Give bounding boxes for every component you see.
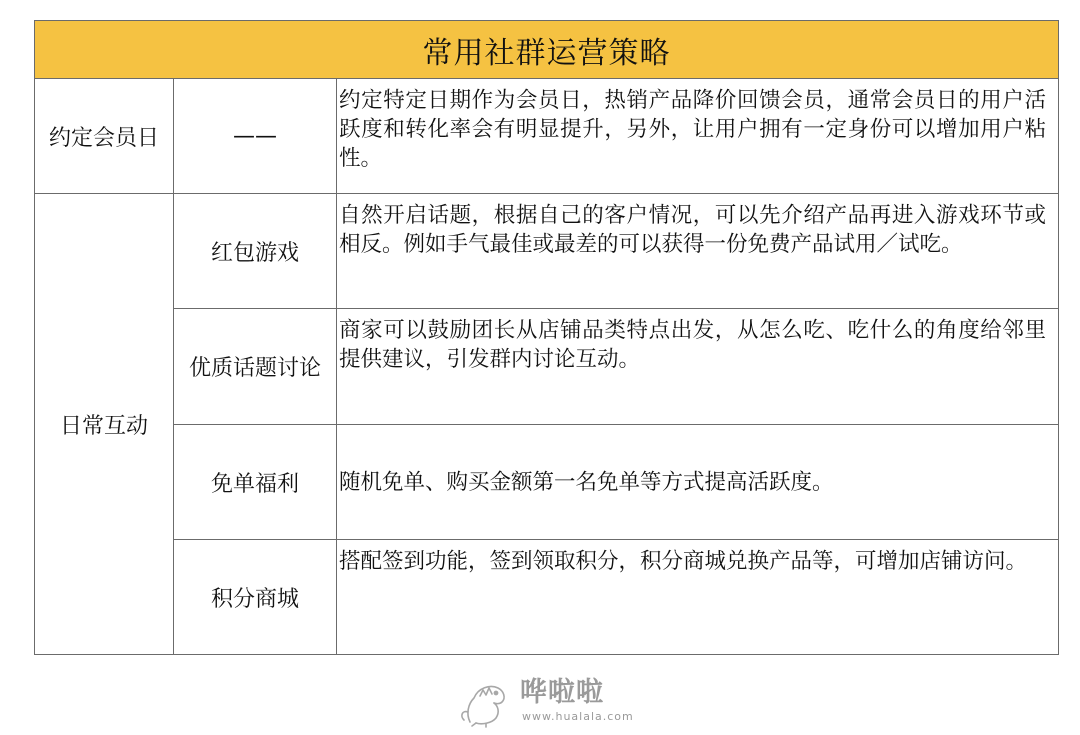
- table-row: [35, 79, 1059, 194]
- table-row: [35, 425, 1059, 540]
- description-cell: 搭配签到功能，签到领取积分，积分商城兑换产品等，可增加店铺访问。: [337, 540, 1059, 655]
- description-cell: 约定特定日期作为会员日，热销产品降价回馈会员，通常会员日的用户活跃度和转化率会有明显提升，另外，让用户拥有一定身份可以增加用户粘性。: [337, 79, 1059, 194]
- table-row: [35, 309, 1059, 425]
- subcategory-cell: 优质话题讨论: [174, 309, 337, 425]
- table-header-row: [35, 21, 1059, 79]
- description-cell: 自然开启话题，根据自己的客户情况，可以先介绍产品再进入游戏环节或相反。例如手气最佳或最差的可以获得一份免费产品试用／试吃。: [337, 194, 1059, 309]
- brand-url: www.hualala.com: [522, 710, 634, 723]
- subcategory-cell: 免单福利: [174, 425, 337, 540]
- brand-name: 哗啦啦: [520, 677, 604, 708]
- subcategory-cell: ——: [174, 79, 337, 194]
- subcategory-cell: 红包游戏: [174, 194, 337, 309]
- table-row: [35, 194, 1059, 309]
- category-cell: 约定会员日: [35, 79, 174, 194]
- description-cell: 随机免单、购买金额第一名免单等方式提高活跃度。: [337, 425, 1059, 540]
- description-cell: 商家可以鼓励团长从店铺品类特点出发，从怎么吃、吃什么的角度给邻里提供建议，引发群内讨论互动。: [337, 309, 1059, 425]
- subcategory-cell: 积分商城: [174, 540, 337, 655]
- table-row: [35, 540, 1059, 655]
- dinosaur-mascot-icon: [456, 676, 520, 728]
- strategy-table: [34, 20, 1059, 655]
- hualala-watermark-logo: [456, 676, 636, 728]
- category-cell: 日常互动: [35, 194, 174, 655]
- table-title: 常用社群运营策略: [35, 21, 1059, 79]
